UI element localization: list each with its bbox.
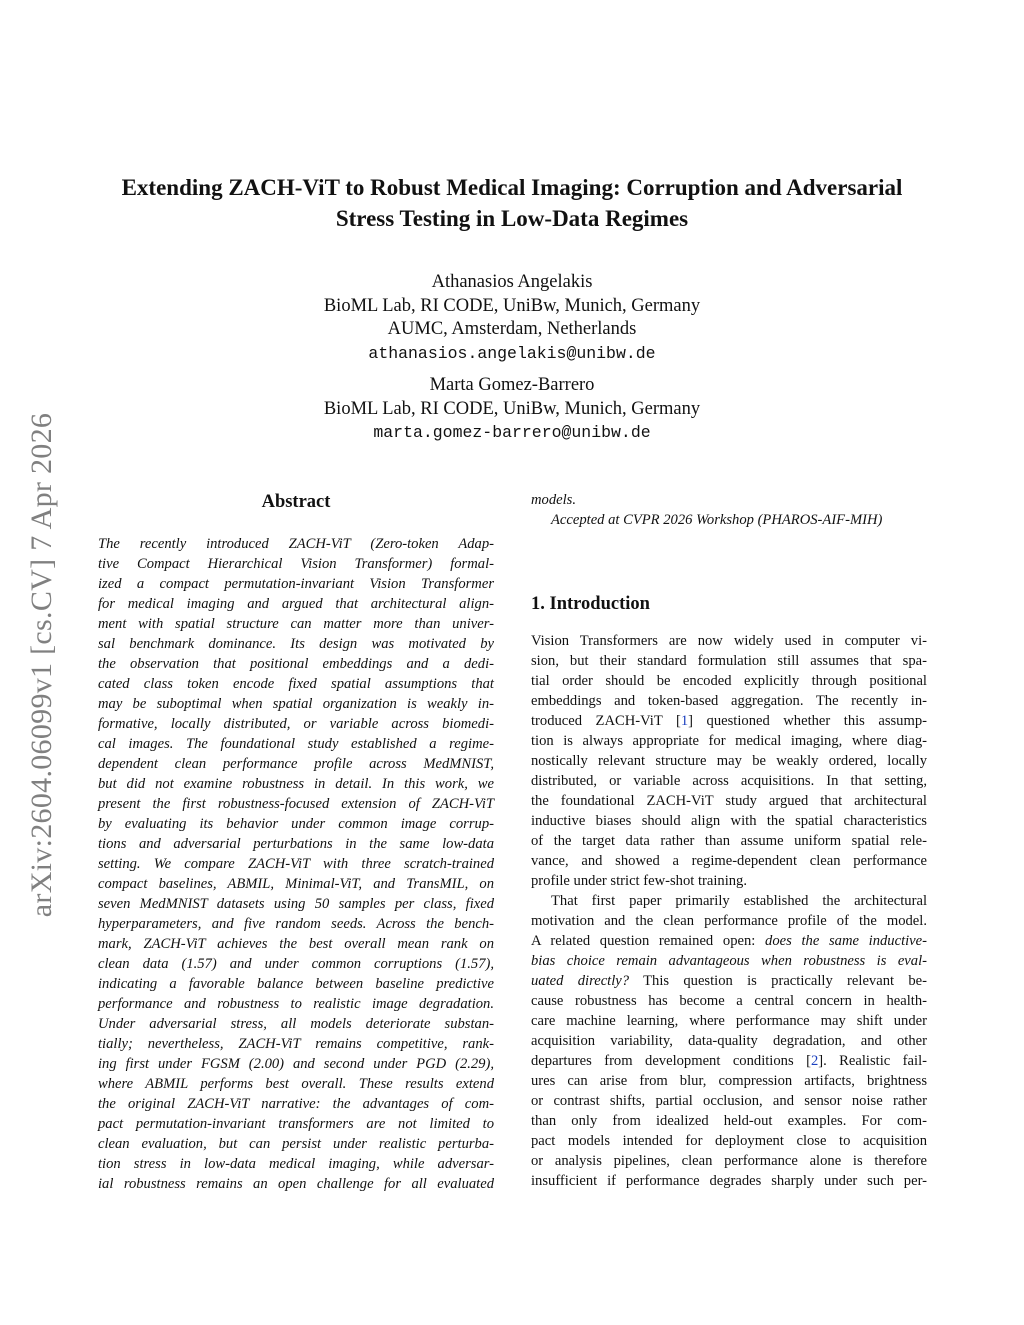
abstract-line: formative, locally distributed, or variable across biomedi- [98, 716, 494, 732]
right-column [531, 490, 927, 1191]
text-line: distributed, or variable across acquisitions. In that setting, [531, 773, 927, 789]
abstract-line: the original ZACH-ViT narrative: the advantages of com- [98, 1096, 494, 1112]
arxiv-identifier-text: arXiv:2604.06099v1 [cs.CV] 7 Apr 2026 [25, 412, 59, 918]
abstract-line: ing first under FGSM (2.00) and second under PGD (2.29), [98, 1056, 494, 1072]
abstract-line: present the first robustness-focused extension of ZACH-ViT [98, 796, 494, 812]
abstract-line: compact baselines, ABMIL, Minimal-ViT, and TransMIL, on [98, 876, 494, 892]
text-line: than only from idealized held-out examples. For com- [531, 1113, 927, 1129]
abstract-line: may be suboptimal when spatial organization is weakly in- [98, 696, 494, 712]
abstract-line: the observation that positional embeddings and a dedi- [98, 656, 494, 672]
abstract-line: by evaluating its behavior under common image corrup- [98, 816, 494, 832]
abstract-line: mark, ZACH-ViT achieves the best overall mean rank on [98, 936, 494, 952]
author-block-2 [150, 374, 874, 445]
abstract-line: tions and adversarial perturbations in the same low-data [98, 836, 494, 852]
abstract-line: ized a compact permutation-invariant Vision Transformer [98, 576, 494, 592]
abstract-line: ment with spatial structure can matter more than univer- [98, 616, 494, 632]
text-line: A related question remained open: does the same inductive- [531, 933, 928, 949]
paper-title-line-1: Extending ZACH-ViT to Robust Medical Imaging: Corruption and Adversarial [121, 175, 903, 200]
abstract-line: cal images. The foundational study established a regime- [98, 736, 494, 752]
text-line: Vision Transformers are now widely used in computer vi- [531, 633, 927, 649]
citation-link-1[interactable]: 1 [680, 713, 689, 729]
abstract-line: The recently introduced ZACH-ViT (Zero-token Adap- [98, 536, 494, 552]
text-line: or analysis pipelines, clean performance alone is therefore [531, 1153, 927, 1169]
author-email: marta.gomez-barrero@unibw.de [373, 423, 651, 442]
abstract-heading: Abstract [261, 492, 331, 512]
citation-link-2[interactable]: 2 [810, 1053, 819, 1069]
abstract-line: sal benchmark dominance. Its design was motivated by [98, 636, 494, 652]
abstract-line: dependent clean performance profile across MedMNIST, [98, 756, 494, 772]
abstract-line: performance and robustness to realistic image degradation. [98, 996, 494, 1012]
text-line: departures from development conditions [2]. Realistic fail- [531, 1053, 927, 1069]
text-line: tial order should be encoded explicitly through positional [531, 673, 927, 689]
text-line: the foundational ZACH-ViT study argued that architectural [531, 793, 927, 809]
section-heading-introduction: 1. Introduction [531, 594, 650, 614]
text-line: motivation and the clean performance profile of the model. [531, 913, 927, 929]
author-name: Marta Gomez-Barrero [429, 375, 595, 395]
abstract-line: clean data (1.57) and under common corruptions (1.57), [98, 956, 494, 972]
text-line: embeddings and token-based aggregation. The recently in- [531, 693, 927, 709]
text-line: tion is always appropriate for medical imaging, where diag- [531, 733, 927, 749]
abstract-line: tive Compact Hierarchical Vision Transformer) formal- [98, 556, 494, 572]
abstract-line: where ABMIL performs best overall. These results extend [98, 1076, 494, 1092]
abstract-line: hyperparameters, and five random seeds. Across the bench- [98, 916, 494, 932]
text-line: pact models intended for deployment close to acquisition [531, 1133, 927, 1149]
left-column [98, 490, 494, 1194]
text-line: profile under strict few-shot training. [531, 873, 748, 889]
abstract-line: tially; nevertheless, ZACH-ViT remains competitive, rank- [98, 1036, 494, 1052]
author-affiliation: AUMC, Amsterdam, Netherlands [387, 319, 637, 339]
paper-title [80, 172, 944, 234]
author-affiliation: BioML Lab, RI CODE, UniBw, Munich, Germany [323, 398, 701, 419]
author-name: Athanasios Angelakis [431, 272, 593, 292]
abstract-line: tion stress in low-data medical imaging, while adversar- [98, 1156, 494, 1172]
abstract-line: clean evaluation, but can persist under realistic perturba- [98, 1136, 494, 1152]
introduction-paragraph-1 [531, 631, 927, 891]
abstract-line: setting. We compare ZACH-ViT with three scratch-trained [98, 856, 494, 872]
introduction-paragraph-2 [531, 891, 927, 1191]
author-affiliation: BioML Lab, RI CODE, UniBw, Munich, Germany [323, 295, 701, 316]
abstract-body [98, 534, 494, 1194]
arxiv-identifier-stamp [22, 380, 62, 950]
text-line: cause robustness has become a central concern in health- [531, 993, 927, 1009]
text-line: vance, and showed a regime-dependent clean performance [531, 853, 927, 869]
text-line: care machine learning, where performance may shift under [531, 1013, 927, 1029]
abstract-line: ial robustness remains an open challenge for all evaluated [98, 1176, 494, 1192]
abstract-continuation: models. [531, 492, 576, 508]
text-line: insufficient if performance degrades sharply under such per- [531, 1173, 927, 1189]
abstract-line: for medical imaging and argued that architectural align- [98, 596, 494, 612]
text-line: That first paper primarily established the architectural [551, 893, 927, 909]
acceptance-note: Accepted at CVPR 2026 Workshop (PHAROS-AIF-MIH) [551, 512, 883, 528]
text-line: nostically relevant structure may be weakly ordered, locally [531, 753, 927, 769]
text-line: acquisition variability, data-quality degradation, and other [531, 1033, 927, 1049]
text-line: or contrast shifts, partial occlusion, and sensor noise rather [531, 1093, 927, 1109]
abstract-line: but did not examine robustness in detail. In this work, we [98, 776, 494, 792]
abstract-line: Under adversarial stress, all models deteriorate substan- [98, 1016, 494, 1032]
text-line: ures can arise from blur, compression artifacts, brightness [531, 1073, 927, 1089]
paper-title-line-2: Stress Testing in Low-Data Regimes [335, 206, 689, 231]
text-line: inductive biases should align with the spatial characteristics [531, 813, 927, 829]
abstract-line: indicating a favorable balance between baseline predictive [98, 976, 494, 992]
author-email: athanasios.angelakis@unibw.de [368, 343, 656, 363]
text-line: sion, but their standard formulation still assumes that spa- [531, 653, 927, 669]
abstract-line: pact permutation-invariant transformers are not limited to [98, 1116, 494, 1132]
abstract-line: seven MedMNIST datasets using 50 samples per class, fixed [98, 896, 494, 912]
text-line: troduced ZACH-ViT [1] questioned whether this assump- [531, 713, 927, 729]
text-line: bias choice remain advantageous when robustness is eval- [531, 953, 927, 969]
author-block-1 [150, 271, 874, 365]
abstract-line: cated class token encode fixed spatial assumptions that [98, 676, 494, 692]
text-line: uated directly? This question is practically relevant be- [531, 973, 927, 989]
text-line: of the target data rather than assume uniform spatial rele- [531, 833, 927, 849]
